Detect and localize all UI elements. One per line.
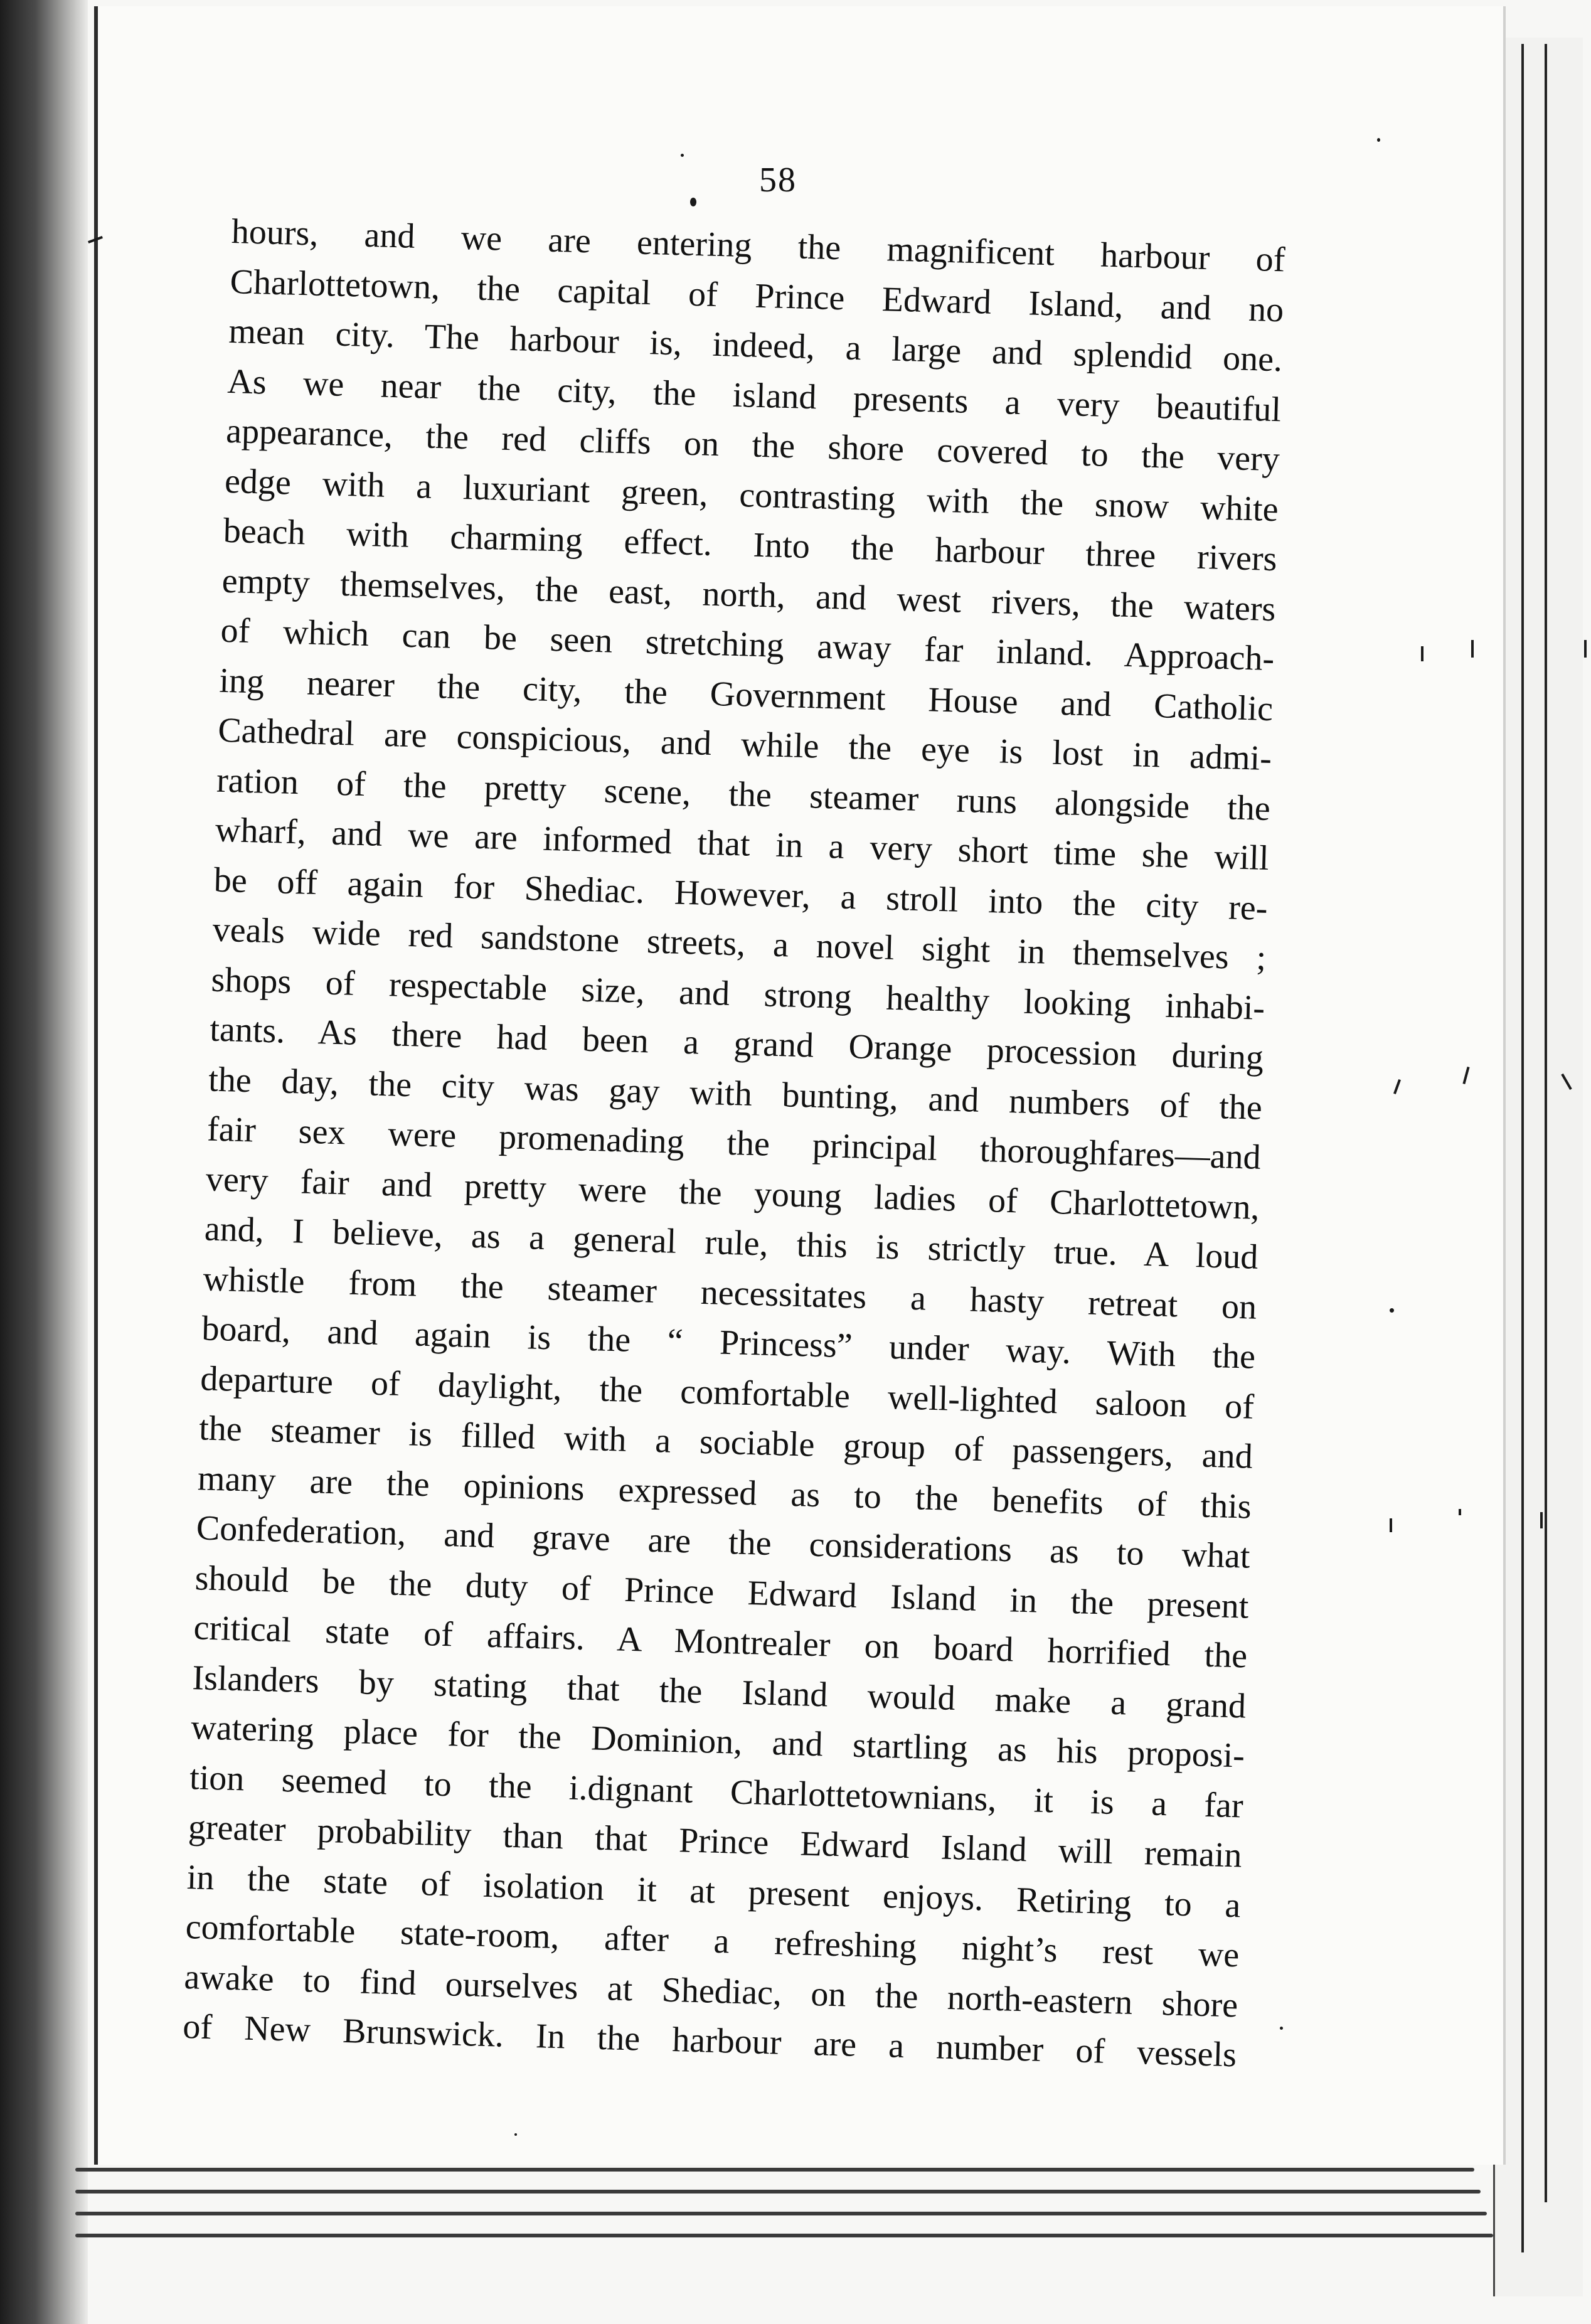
text-line: comfortable state-room, after a refreshing night’s rest we (184, 1907, 1240, 1975)
page-edge-line (1521, 44, 1524, 2252)
text-line: tion seemed to the i.dignant Charlottetownians, it is a far (189, 1757, 1244, 1826)
text-line: very fair and pretty were the young ladies of Charlottetown, (205, 1159, 1260, 1227)
text-line: should be the duty of Prince Edward Island in the present (194, 1558, 1250, 1626)
scan-mark (1421, 646, 1423, 661)
text-line: beach with charming effect. Into the harbour three rivers (223, 511, 1278, 579)
text-line: the steamer is filled with a sociable group of passengers, and (198, 1409, 1253, 1476)
text-line: whistle from the steamer necessitates a hasty retreat on (202, 1259, 1258, 1327)
text-line: departure of daylight, the comfortable well-lighted saloon of (200, 1358, 1255, 1427)
text-line: empty themselves, the east, north, and west rivers, the waters (221, 561, 1277, 629)
text-line: fair sex were promenading the principal thoroughfares—and (206, 1109, 1262, 1177)
text-line: Islanders by stating that the Island would make a grand (191, 1658, 1247, 1726)
scan-mark (1459, 1509, 1461, 1515)
text-line: veals wide red sandstone streets, a novel sight in themselves ; (212, 910, 1267, 978)
text-line: hours, and we are entering the magnificent harbour of (231, 211, 1286, 280)
text-line: wharf, and we are informed that in a very short time she will (215, 810, 1270, 878)
scan-mark (1471, 640, 1474, 658)
body-text (182, 207, 1285, 2081)
adjacent-page-edges (1493, 38, 1583, 2296)
text-line: Cathedral are conspicious, and while the eye is lost in admi- (217, 710, 1272, 779)
text-line: awake to find ourselves at Shediac, on the north-eastern shore (183, 1957, 1238, 2025)
scan-speck (681, 154, 684, 157)
page-number: 58 (759, 161, 797, 200)
text-line: As we near the city, the island presents a very beautiful (226, 361, 1282, 429)
scan-speck (1390, 1308, 1394, 1313)
text-line: greater probability than that Prince Edward Island will remain (188, 1808, 1243, 1875)
text-line: appearance, the red cliffs on the shore covered to the very (225, 411, 1280, 479)
text-line: watering place for the Dominion, and startling as his proposi- (190, 1708, 1245, 1776)
text-line: the day, the city was gay with bunting, and numbers of the (208, 1060, 1263, 1127)
text-line: board, and again is the “ Princess” under way. With the (201, 1309, 1256, 1377)
page-stack-edge (75, 2190, 1481, 2193)
scan-left-border (0, 0, 88, 2324)
text-line: of which can be seen stretching away far inland. Approach- (220, 610, 1275, 679)
scan-speck (1280, 2027, 1283, 2030)
page-stack-edge (75, 2168, 1474, 2172)
text-line: be off again for Shediac. However, a stroll into the city re- (213, 860, 1269, 928)
text-line: mean city. The harbour is, indeed, a large and splendid one. (228, 311, 1283, 380)
scan-mark (1584, 640, 1587, 658)
text-line: edge with a luxuriant green, contrasting with the snow white (224, 461, 1279, 529)
text-line: ration of the pretty scene, the steamer runs alongside the (216, 760, 1271, 828)
scan-mark (1390, 1518, 1392, 1532)
text-line: of New Brunswick. In the harbour are a number of vessels (182, 2007, 1237, 2075)
text-line: many are the opinions expressed as to the benefits of this (197, 1458, 1252, 1527)
text-line: Charlottetown, the capital of Prince Edward Island, and no (229, 262, 1285, 329)
scan-speck (514, 2133, 517, 2136)
page-stack-edge (75, 2234, 1493, 2237)
text-line: ing nearer the city, the Government House and Catholic (218, 661, 1274, 728)
scan-speck (690, 198, 696, 206)
text-line: critical state of affairs. A Montrealer on board horrified the (193, 1608, 1248, 1676)
text-line: Confederation, and grave are the considerations as to what (196, 1508, 1251, 1576)
scan-speck (1377, 138, 1380, 142)
text-line: tants. As there had been a grand Orange procession during (209, 1010, 1264, 1077)
page-edge-line (1545, 44, 1547, 2202)
text-line: shops of respectable size, and strong healthy looking inhabi- (210, 960, 1265, 1028)
page-stack-edge (75, 2212, 1487, 2215)
scan-mark (1540, 1512, 1543, 1528)
text-line: in the state of isolation it at present enjoys. Retiring to a (186, 1857, 1242, 1925)
text-line: and, I believe, as a general rule, this is strictly true. A loud (204, 1209, 1259, 1277)
